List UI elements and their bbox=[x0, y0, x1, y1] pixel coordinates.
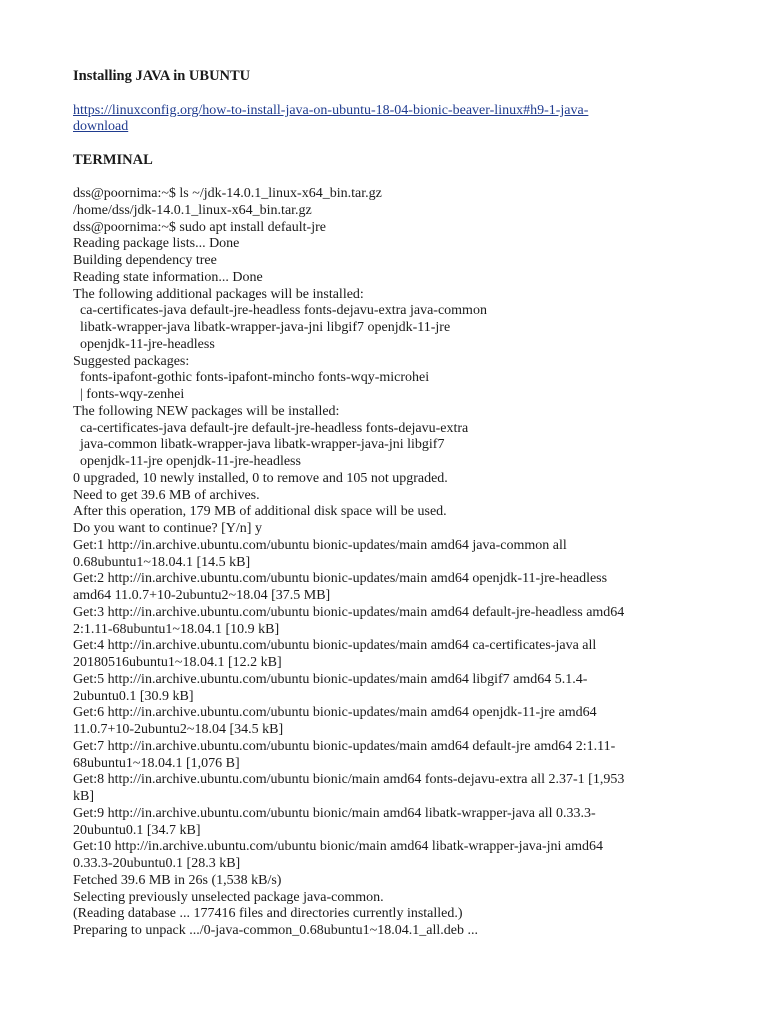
terminal-line: ca-certificates-java default-jre default-jre-headless fonts-dejavu-extra bbox=[73, 420, 469, 436]
terminal-line: 0 upgraded, 10 newly installed, 0 to remove and 105 not upgraded. bbox=[73, 470, 448, 486]
terminal-line: Get:9 http://in.archive.ubuntu.com/ubuntu bionic/main amd64 libatk-wrapper-java all 0.33.3- bbox=[73, 805, 596, 821]
terminal-line: The following additional packages will be installed: bbox=[73, 286, 364, 302]
terminal-line: 68ubuntu1~18.04.1 [1,076 B] bbox=[73, 755, 240, 771]
terminal-heading: TERMINAL bbox=[73, 152, 153, 168]
terminal-line: The following NEW packages will be installed: bbox=[73, 403, 340, 419]
terminal-line: /home/dss/jdk-14.0.1_linux-x64_bin.tar.gz bbox=[73, 202, 312, 218]
terminal-line: Fetched 39.6 MB in 26s (1,538 kB/s) bbox=[73, 872, 282, 888]
link-line-1: https://linuxconfig.org/how-to-install-java-on-ubuntu-18-04-bionic-beaver-linux#h9-1-java- bbox=[73, 103, 589, 118]
terminal-line: openjdk-11-jre-headless bbox=[73, 336, 215, 352]
terminal-output bbox=[73, 186, 713, 940]
terminal-line: Get:2 http://in.archive.ubuntu.com/ubuntu bionic-updates/main amd64 openjdk-11-jre-headless bbox=[73, 571, 608, 587]
terminal-line: Building dependency tree bbox=[73, 253, 217, 268]
terminal-line: Suggested packages: bbox=[73, 353, 190, 369]
terminal-line: kB] bbox=[73, 789, 94, 804]
terminal-line: ca-certificates-java default-jre-headless fonts-dejavu-extra java-common bbox=[73, 303, 487, 319]
terminal-line: Get:4 http://in.archive.ubuntu.com/ubuntu bionic-updates/main amd64 ca-certificates-java all bbox=[73, 638, 597, 654]
terminal-line: After this operation, 179 MB of additional disk space will be used. bbox=[73, 504, 447, 520]
terminal-line: libatk-wrapper-java libatk-wrapper-java-jni libgif7 openjdk-11-jre bbox=[73, 320, 451, 335]
terminal-line: 2ubuntu0.1 [30.9 kB] bbox=[73, 688, 194, 704]
document-page bbox=[73, 68, 713, 940]
terminal-line: fonts-ipafont-gothic fonts-ipafont-mincho fonts-wqy-microhei bbox=[73, 370, 430, 386]
terminal-line: Get:5 http://in.archive.ubuntu.com/ubuntu bionic-updates/main amd64 libgif7 amd64 5.1.4- bbox=[73, 671, 588, 687]
terminal-line: Do you want to continue? [Y/n] y bbox=[73, 521, 262, 536]
document-title: Installing JAVA in UBUNTU bbox=[73, 68, 251, 84]
java-download-link[interactable] bbox=[73, 103, 713, 135]
terminal-line: java-common libatk-wrapper-java libatk-wrapper-java-jni libgif7 bbox=[73, 437, 445, 453]
terminal-line: 0.68ubuntu1~18.04.1 [14.5 kB] bbox=[73, 554, 251, 570]
terminal-line: 20ubuntu0.1 [34.7 kB] bbox=[73, 822, 201, 838]
terminal-line: Reading package lists... Done bbox=[73, 236, 240, 252]
terminal-line: Get:6 http://in.archive.ubuntu.com/ubuntu bionic-updates/main amd64 openjdk-11-jre amd64 bbox=[73, 705, 597, 721]
terminal-line: dss@poornima:~$ sudo apt install default-jre bbox=[73, 219, 326, 235]
terminal-line: Get:8 http://in.archive.ubuntu.com/ubuntu bionic/main amd64 fonts-dejavu-extra all 2.37-1 [1,953 bbox=[73, 772, 625, 788]
link-line-2: download bbox=[73, 119, 129, 134]
terminal-line: | fonts-wqy-zenhei bbox=[73, 387, 185, 402]
terminal-line: 20180516ubuntu1~18.04.1 [12.2 kB] bbox=[73, 655, 282, 670]
terminal-line: amd64 11.0.7+10-2ubuntu2~18.04 [37.5 MB] bbox=[73, 588, 331, 603]
terminal-line: Preparing to unpack .../0-java-common_0.68ubuntu1~18.04.1_all.deb ... bbox=[73, 923, 478, 938]
terminal-line: Need to get 39.6 MB of archives. bbox=[73, 487, 260, 503]
terminal-line: openjdk-11-jre openjdk-11-jre-headless bbox=[73, 454, 301, 469]
terminal-line: 11.0.7+10-2ubuntu2~18.04 [34.5 kB] bbox=[73, 722, 284, 737]
terminal-line: dss@poornima:~$ ls ~/jdk-14.0.1_linux-x64_bin.tar.gz bbox=[73, 186, 382, 201]
terminal-line: (Reading database ... 177416 files and directories currently installed.) bbox=[73, 906, 463, 922]
terminal-line: Get:10 http://in.archive.ubuntu.com/ubuntu bionic/main amd64 libatk-wrapper-java-jni amd64 bbox=[73, 839, 604, 855]
terminal-line: Reading state information... Done bbox=[73, 269, 263, 285]
terminal-line: Get:7 http://in.archive.ubuntu.com/ubuntu bionic-updates/main amd64 default-jre amd64 2:1.11- bbox=[73, 738, 616, 754]
terminal-line: 0.33.3-20ubuntu0.1 [28.3 kB] bbox=[73, 856, 241, 871]
terminal-line: 2:1.11-68ubuntu1~18.04.1 [10.9 kB] bbox=[73, 621, 280, 637]
terminal-line: Get:1 http://in.archive.ubuntu.com/ubuntu bionic-updates/main amd64 java-common all bbox=[73, 537, 567, 553]
terminal-line: Selecting previously unselected package java-common. bbox=[73, 889, 384, 905]
terminal-line: Get:3 http://in.archive.ubuntu.com/ubuntu bionic-updates/main amd64 default-jre-headless amd64 bbox=[73, 604, 625, 620]
